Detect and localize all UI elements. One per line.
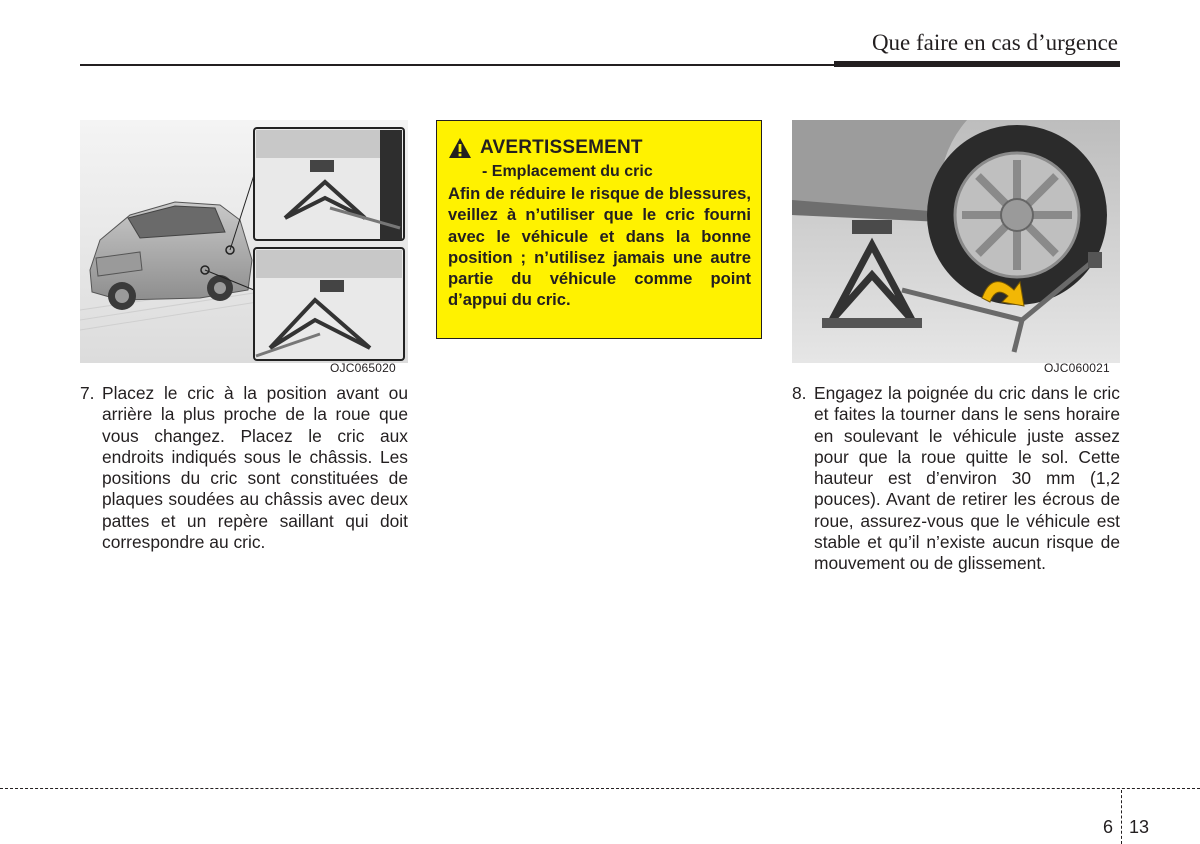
car-jack-points-drawing (80, 120, 408, 363)
step-number: 8. (792, 383, 807, 403)
chapter-number: 6 (1103, 817, 1114, 837)
figure-code-left: OJC065020 (330, 361, 396, 375)
page-header-title: Que faire en cas d’urgence (871, 30, 1118, 55)
jack-handle-illustration (792, 120, 1120, 363)
warning-body: Afin de réduire le risque de blessures, veillez à n’utiliser que le cric fourni avec le véhicule et dans la bonne position ; n’utilisez jamais une autre partie du véhicule comme point d’appui du cric. (448, 184, 751, 310)
header-rule-accent (834, 61, 1120, 67)
warning-subtitle: - Emplacement du cric (482, 163, 653, 180)
instruction-step-7 (80, 383, 408, 553)
instruction-step-8 (792, 383, 1120, 575)
step-text: Placez le cric à la position avant ou arrière la plus proche de la roue que vous changez. Placez le cric aux endroits indiqués sous le châssis. Les positions du cric sont constituées de plaques soudées au châssis avec deux pattes et un repère saillant qui doit correspondre au cric. (102, 383, 408, 553)
warning-box (436, 120, 762, 339)
step-text: Engagez la poignée du cric dans le cric et faites la tourner dans le sens horaire en soulevant le véhicule juste assez pour que la roue quitte le sol. Cette hauteur est d’environ 30 mm (1,2 pouces). Avant de retirer les écrous de roue, assurez-vous que le véhicule est stable et qu’il n’existe aucun risque de mouvement ou de glissement. (814, 383, 1120, 574)
figure-code-right: OJC060021 (1044, 361, 1110, 375)
footer-divider (1121, 790, 1122, 844)
step-number: 7. (80, 383, 95, 403)
page-number: 13 (1129, 817, 1150, 837)
footer-rule (0, 788, 1200, 789)
warning-title: AVERTISSEMENT (480, 137, 643, 158)
warning-triangle-icon (448, 137, 472, 159)
jack-position-illustration (80, 120, 408, 363)
jack-handle-drawing (792, 120, 1120, 363)
